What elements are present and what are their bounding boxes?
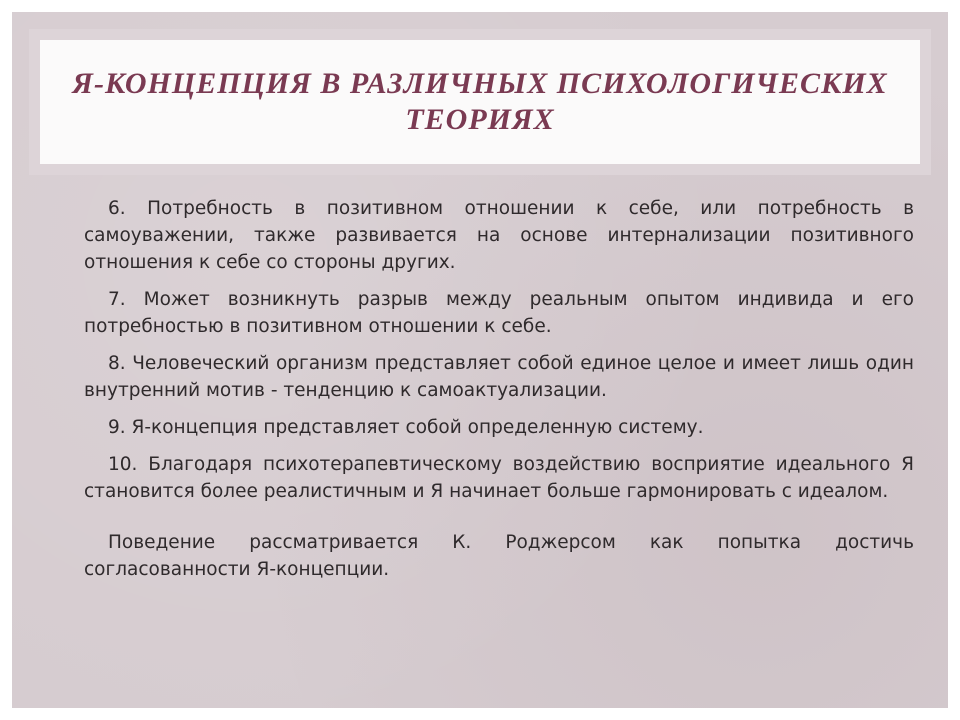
paragraph-8: 8. Человеческий организм представляет собой единое целое и имеет лишь один внутренний мотив - тенденцию к самоактуализации. <box>84 353 914 401</box>
paragraph-6: 6. Потребность в позитивном отношении к себе, или потребность в самоуважении, также развивается на основе интернализации позитивного отношения к себе со стороны других. <box>84 198 914 273</box>
slide <box>12 12 948 708</box>
slide-title: Я-КОНЦЕПЦИЯ В РАЗЛИЧНЫХ ПСИХОЛОГИЧЕСКИХ ТЕОРИЯХ <box>72 67 888 136</box>
paragraph-7: 7. Может возникнуть разрыв между реальным опытом индивида и его потребностью в позитивном отношении к себе. <box>84 289 914 337</box>
title-box <box>40 40 920 164</box>
slide-content <box>84 195 914 593</box>
paragraph-10: 10. Благодаря психотерапевтическому воздействию восприятие идеального Я становится более реалистичным и Я начинает больше гармонировать с идеалом. <box>84 454 914 502</box>
closing-paragraph: Поведение рассматривается К. Роджерсом как попытка достичь согласованности Я-концепции. <box>84 532 914 580</box>
paragraph-9: 9. Я-концепция представляет собой определенную систему. <box>108 417 704 438</box>
